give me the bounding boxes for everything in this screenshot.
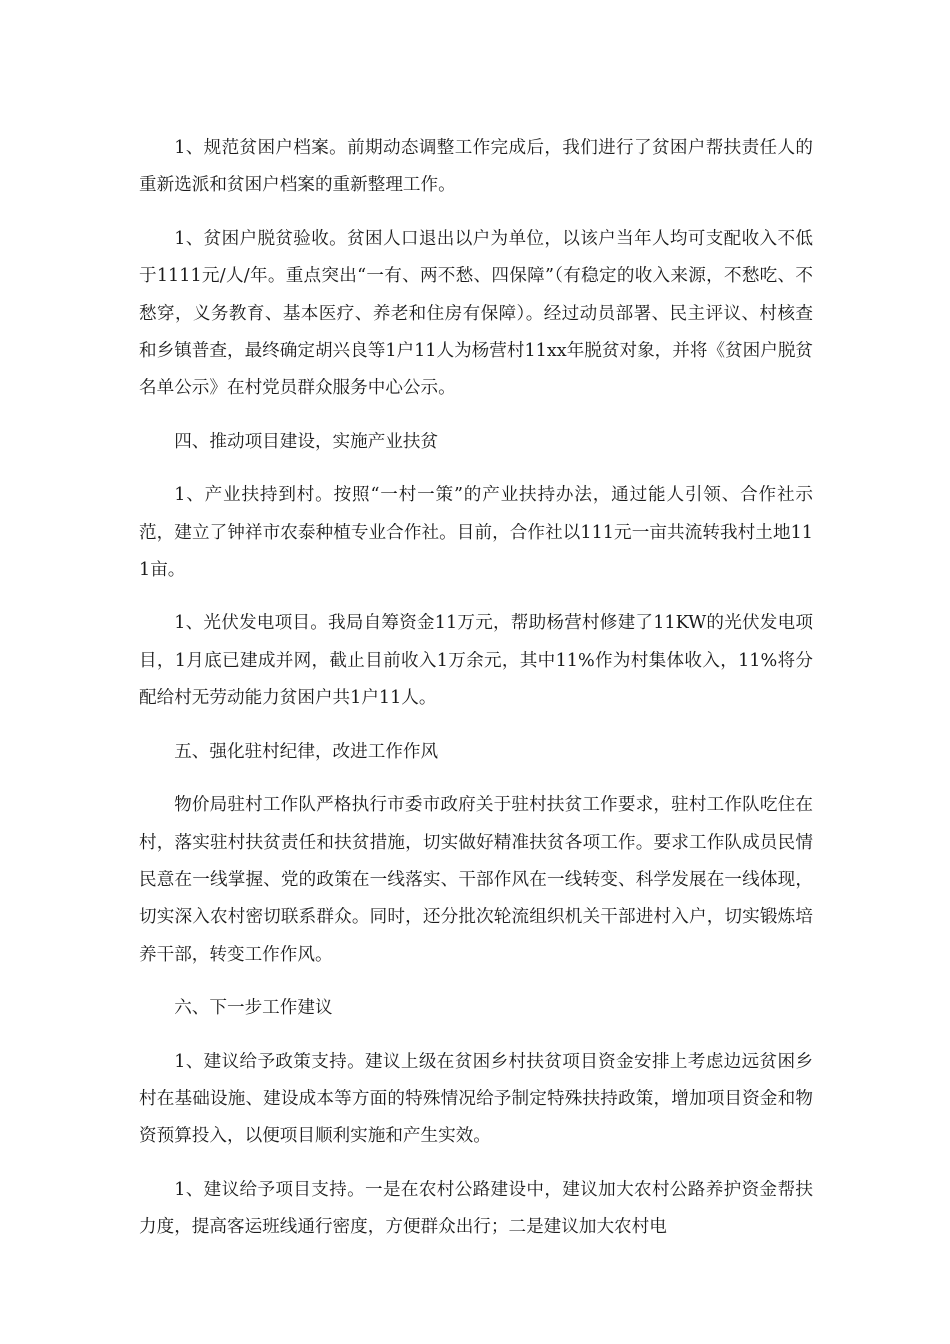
paragraph-poverty-exit-acceptance: 1、贫困户脱贫验收。贫困人口退出以户为单位，以该户当年人均可支配收入不低于1111元/人/年。重点突出“一有、两不愁、四保障”（有稳定的收入来源，不愁吃、不愁穿，义务教育、基本医疗、养老和住房有保障）。经过动员部署、民主评议、村核查和乡镇普查，最终确定胡兴良等1户11人为杨营村11xx年脱贫对象，并将《贫困户脱贫名单公示》在村党员群众服务中心公示。 [139, 228, 814, 399]
paragraph-work-team-discipline: 物价局驻村工作队严格执行市委市政府关于驻村扶贫工作要求，驻村工作队吃住在村，落实驻村扶贫责任和扶贫措施，切实做好精准扶贫各项工作。要求工作队成员民情民意在一线掌握、党的政策在一线落实、干部作风在一线转变、科学发展在一线体现，切实深入农村密切联系群众。同时，还分批次轮流组织机关干部进村入户，切实锻炼培养干部，转变工作作风。 [139, 795, 813, 965]
paragraph-project-support: 1、建议给予项目支持。一是在农村公路建设中，建议加大农村公路养护资金帮扶力度，提高客运班线通行密度，方便群众出行；二是建议加大农村电 [139, 1179, 813, 1238]
paragraph-industry-support: 1、产业扶持到村。按照“一村一策”的产业扶持办法，通过能人引领、合作社示范，建立了钟祥市农泰种植专业合作社。目前，合作社以111元一亩共流转我村土地111亩。 [139, 485, 813, 581]
paragraph-archive-standardization: 1、规范贫困户档案。前期动态调整工作完成后，我们进行了贫困户帮扶责任人的重新选派和贫困户档案的重新整理工作。 [139, 138, 813, 196]
section-heading-discipline: 五、强化驻村纪律，改进工作作风 [174, 741, 439, 762]
document-body [139, 130, 813, 1263]
paragraph-policy-support: 1、建议给予政策支持。建议上级在贫困乡村扶贫项目资金安排上考虑边远贫困乡村在基础设施、建设成本等方面的特殊情况给予制定特殊扶持政策，增加项目资金和物资预算投入，以便项目顺利实施和产生实效。 [139, 1051, 813, 1147]
section-heading-project-construction: 四、推动项目建设，实施产业扶贫 [174, 431, 439, 452]
paragraph-solar-power-project: 1、光伏发电项目。我局自筹资金11万元，帮助杨营村修建了11KW的光伏发电项目，1月底已建成并网，截止目前收入1万余元，其中11%作为村集体收入，11%将分配给村无劳动能力贫困户共1户11人。 [139, 613, 813, 709]
section-heading-next-steps: 六、下一步工作建议 [174, 998, 333, 1019]
